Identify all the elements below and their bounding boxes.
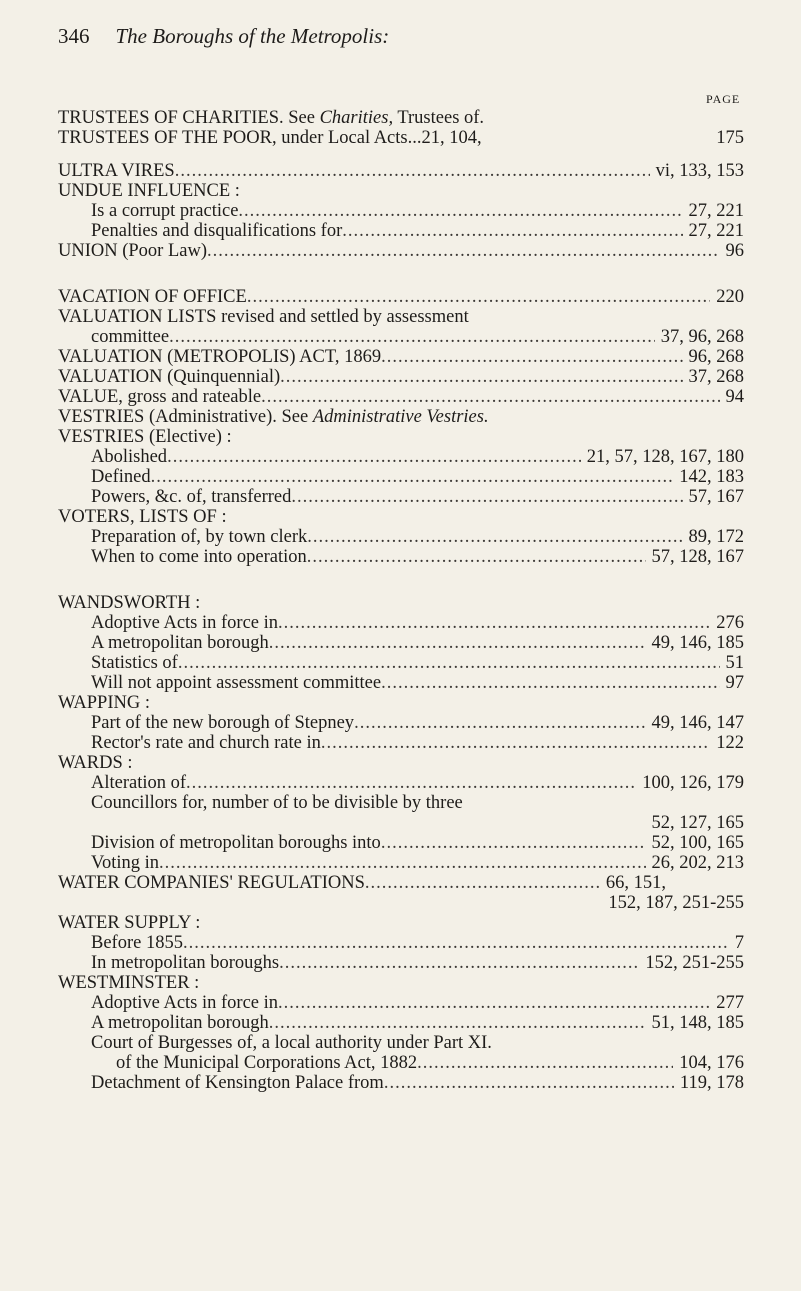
index-entry: VALUATION LISTS revised and settled by assessment [58,307,469,327]
running-head [58,24,389,49]
index-page-refs-continued: 52, 127, 165 [651,813,744,833]
index-subentry: Is a corrupt practice ..... 27, 221 [91,201,744,221]
index-subentry: Defined ..... 142, 183 [91,467,744,487]
index-entry: VALUATION (Quinquennial) ..... 37, 268 [58,367,744,387]
index-entry: VACATION OF OFFICE ..... 220 [58,287,744,307]
index-subentry: Alteration of ..... 100, 126, 179 [91,773,744,793]
index-entries [58,108,744,1093]
index-subentry: Powers, &c. of, transferred ..... 57, 167 [91,487,744,507]
index-subentry: In metropolitan boroughs ..... 152, 251-255 [91,953,744,973]
index-subentry: Preparation of, by town clerk ..... 89, 172 [91,527,744,547]
index-subentry: Detachment of Kensington Palace from ..... 119, 178 [91,1073,744,1093]
index-entry: ULTRA VIRES ..... vi, 133, 153 [58,161,744,181]
index-subentry-continued: of the Municipal Corporations Act, 1882 ..... 104, 176 [116,1053,744,1073]
index-subentry: Court of Burgesses of, a local authority under Part XI. [91,1033,492,1053]
index-heading: UNDUE INFLUENCE : [58,181,240,201]
index-subentry: Will not appoint assessment committee ..... 97 [91,673,744,693]
index-subentry: Statistics of ..... 51 [91,653,744,673]
index-subentry: Adoptive Acts in force in ..... 277 [91,993,744,1013]
index-heading: VOTERS, LISTS OF : [58,507,227,527]
index-subentry: Rector's rate and church rate in ..... 122 [91,733,744,753]
index-entry: VALUE, gross and rateable ..... 94 [58,387,744,407]
page-number: 346 [58,24,90,48]
index-entry-continued: committee ..... 37, 96, 268 [91,327,744,347]
index-entry: TRUSTEES OF THE POOR, under Local Acts...21, 104, 175 [58,128,744,148]
index-subentry: Adoptive Acts in force in ..... 276 [91,613,744,633]
index-heading: WARDS : [58,753,133,773]
index-subentry: Councillors for, number of to be divisible by three [91,793,463,813]
index-entry: WATER COMPANIES' REGULATIONS ..... 66, 151, [58,873,744,893]
index-entry: VALUATION (METROPOLIS) ACT, 1869 ..... 96, 268 [58,347,744,367]
index-heading: WATER SUPPLY : [58,913,201,933]
running-title: The Boroughs of the Metropolis: [115,24,390,48]
index-page-refs-continued: 152, 187, 251-255 [608,893,744,913]
index-subentry: Voting in ..... 26, 202, 213 [91,853,744,873]
index-subentry: When to come into operation ..... 57, 128, 167 [91,547,744,567]
index-subentry: Abolished ..... 21, 57, 128, 167, 180 [91,447,744,467]
index-subentry: A metropolitan borough ..... 49, 146, 185 [91,633,744,653]
index-subentry: A metropolitan borough ..... 51, 148, 185 [91,1013,744,1033]
index-heading: VESTRIES (Elective) : [58,427,232,447]
index-subentry: Part of the new borough of Stepney ..... 49, 146, 147 [91,713,744,733]
index-heading: WANDSWORTH : [58,593,201,613]
index-entry: UNION (Poor Law) ..... 96 [58,241,744,261]
index-entry: VESTRIES (Administrative). See Administrative Vestries. [58,407,489,427]
index-subentry: Penalties and disqualifications for ..... 27, 221 [91,221,744,241]
index-entry: TRUSTEES OF CHARITIES. See Charities, Trustees of. [58,108,485,128]
index-subentry: Division of metropolitan boroughs into ..... 52, 100, 165 [91,833,744,853]
index-subentry: Before 1855 ..... 7 [91,933,744,953]
index-heading: WAPPING : [58,693,150,713]
page-column-label: PAGE [706,92,741,106]
index-heading: WESTMINSTER : [58,973,200,993]
